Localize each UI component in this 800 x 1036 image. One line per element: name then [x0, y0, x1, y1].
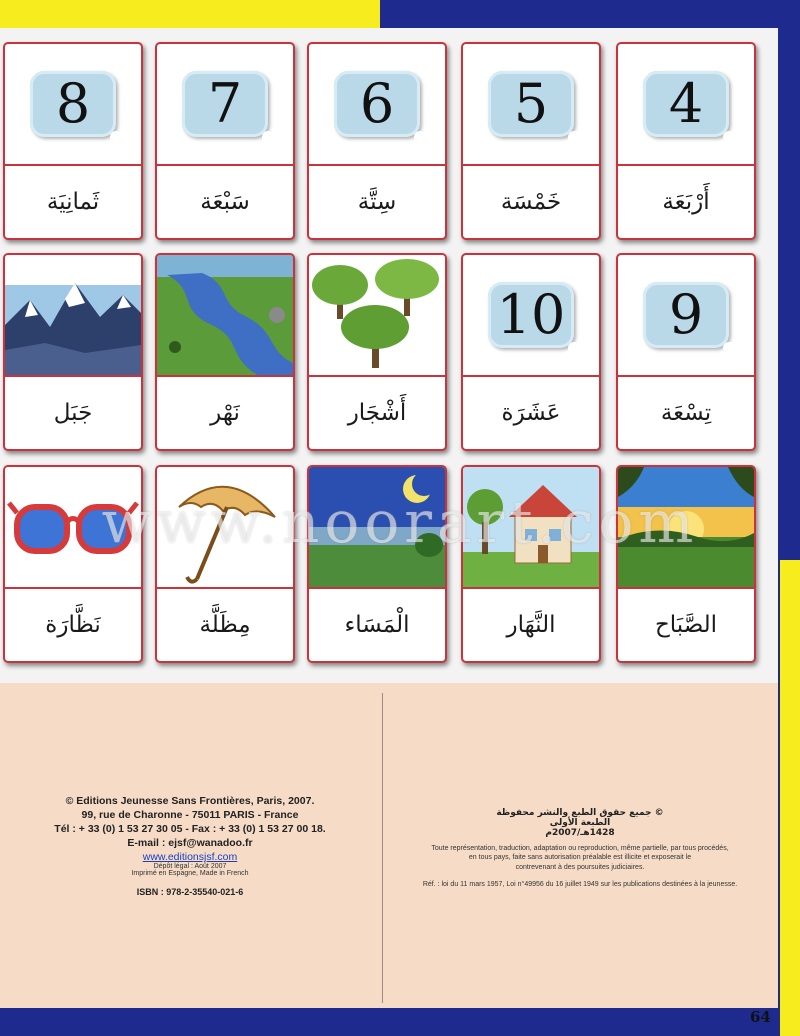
card-number-9 [616, 253, 756, 451]
card-number-6 [307, 42, 447, 240]
yellow-side-band [780, 560, 800, 1036]
card-word: نَظَّارَة [45, 612, 101, 638]
year-arabic-line: 1428هـ/2007م [545, 828, 615, 838]
card-word: الصَّبَاح [654, 612, 718, 638]
isbn-line: ISBN : 978-2-35540-021-6 [136, 887, 244, 897]
number-badge: 7 [182, 71, 268, 137]
rights-french-line: en tous pays, faite sans autorisation préalable est illicite et exposerait le [468, 854, 692, 862]
card-number-8 [3, 42, 143, 240]
card-word: سِتَّة [357, 189, 397, 215]
rights-french-line: contrevenant à des poursuites judiciaires. [515, 863, 645, 871]
copyright-line: © Editions Jeunesse Sans Frontières, Paris, 2007. [65, 795, 315, 807]
yellow-corner-band [0, 0, 380, 30]
card-river [155, 253, 295, 451]
card-word: نَهْر [210, 400, 240, 426]
river-icon [157, 255, 293, 375]
phone-line: Tél : + 33 (0) 1 53 27 30 05 - Fax : + 33 (0) 1 53 27 00 18. [54, 823, 326, 835]
depot-line: Dépôt légal : Août 2007 [153, 863, 227, 870]
card-word: النَّهَار [506, 612, 556, 638]
card-number-5 [461, 42, 601, 240]
printed-line: Imprimé en Espagne, Made in French [131, 870, 249, 877]
card-number-10 [461, 253, 601, 451]
law-reference-line: Réf. : loi du 11 mars 1957, Loi n°49956 du 16 juillet 1949 sur les publications destinées à la jeunesse. [422, 881, 738, 889]
number-badge: 9 [643, 282, 729, 348]
publisher-info [20, 795, 360, 897]
mountain-icon [5, 255, 141, 375]
number-badge: 4 [643, 71, 729, 137]
card-word: أَرْبَعَة [662, 189, 710, 215]
card-word: سَبْعَة [200, 189, 250, 215]
rights-info [395, 808, 765, 890]
watermark-text: www.noorart.com [101, 488, 699, 556]
card-trees [307, 253, 447, 451]
page-number: 64 [750, 1008, 771, 1026]
number-badge: 10 [488, 282, 574, 348]
trees-icon [309, 255, 445, 375]
card-mountain [3, 253, 143, 451]
card-number-4 [616, 42, 756, 240]
card-word: خَمْسَة [500, 189, 562, 215]
website-link[interactable]: www.editionsjsf.com [142, 851, 238, 863]
number-badge: 6 [334, 71, 420, 137]
card-word: تِسْعَة [660, 400, 712, 426]
card-word: جَبَل [53, 400, 93, 426]
rights-arabic-line: © جميع حقوق الطبع والنشر محفوظة [496, 808, 664, 818]
number-badge: 8 [30, 71, 116, 137]
card-word: أَشْجَار [347, 400, 407, 426]
card-word: عَشَرَة [501, 400, 561, 426]
edition-arabic-line: الطبعة الأولى [549, 818, 611, 828]
card-word: ثَمانِيَة [46, 189, 100, 215]
address-line: 99, rue de Charonne - 75011 PARIS - France [81, 809, 299, 821]
card-word: مِظَلَّة [199, 612, 251, 638]
number-badge: 5 [488, 71, 574, 137]
rights-french-line: Toute représentation, traduction, adaptation ou reproduction, même partielle, par tous procédés, [431, 845, 729, 852]
email-line: E-mail : ejsf@wanadoo.fr [127, 837, 253, 849]
fold-divider [382, 693, 383, 1003]
card-word: الْمَسَاء [344, 612, 410, 638]
card-number-7 [155, 42, 295, 240]
